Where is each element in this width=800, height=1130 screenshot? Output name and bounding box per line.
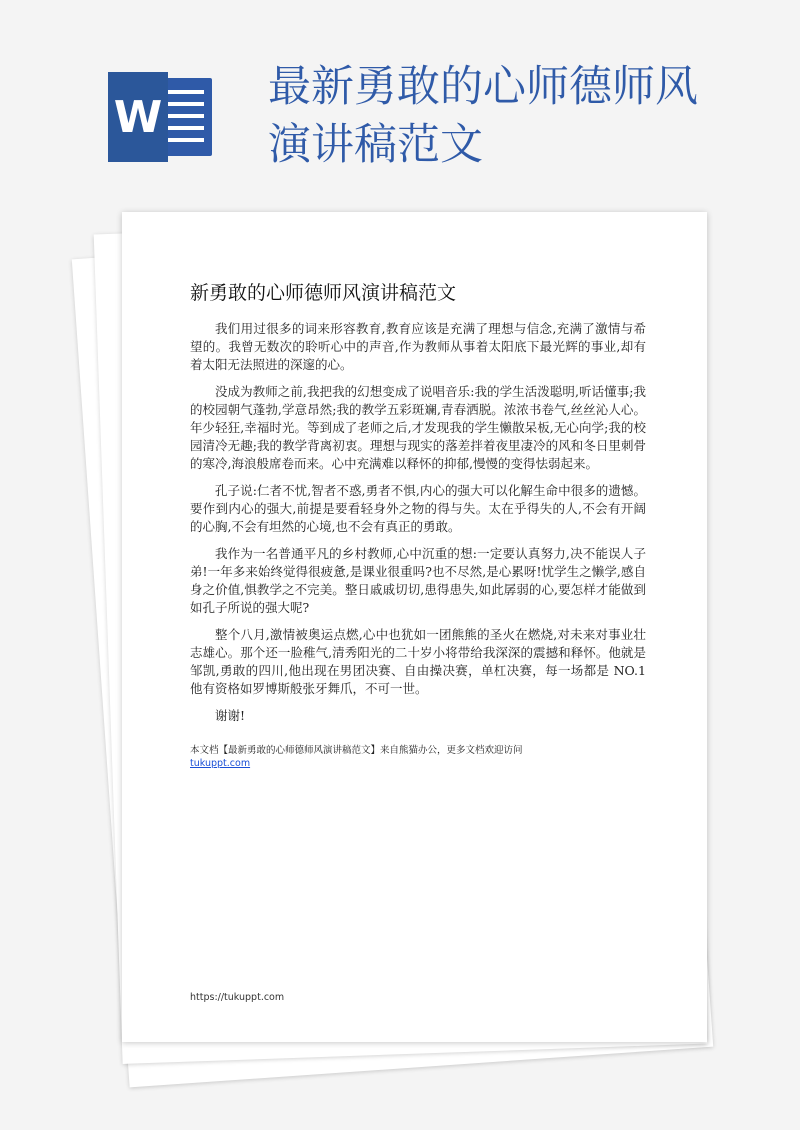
word-icon-badge: W bbox=[108, 72, 168, 162]
paragraph-3: 孔子说:仁者不忧,智者不惑,勇者不惧,内心的强大可以化解生命中很多的遗憾。要作到内心的强大,前提是要看轻身外之物的得与失。太在乎得失的人,不会有开阔的心胸,不会有坦然的心境,也不会有真正的勇敢。 bbox=[190, 483, 646, 534]
paragraph-1: 我们用过很多的词来形容教育,教育应该是充满了理想与信念,充满了激情与希望的。我曾无数次的聆听心中的声音,作为教师从事着太阳底下最光辉的事业,却有着太阳无法照进的深邃的心。 bbox=[190, 321, 646, 372]
document-title: 新勇敢的心师德师风演讲稿范文 bbox=[190, 282, 457, 304]
source-link[interactable]: tukuppt.com bbox=[190, 758, 251, 769]
cover-title-line-1: 最新勇敢的心师德师风 bbox=[268, 62, 698, 112]
source-note bbox=[190, 744, 650, 770]
document-page bbox=[122, 212, 707, 1042]
paragraph-closing: 谢谢! bbox=[215, 708, 246, 723]
document-body bbox=[190, 320, 646, 734]
word-icon bbox=[108, 72, 218, 162]
paragraph-4: 我作为一名普通平凡的乡村教师,心中沉重的想:一定要认真努力,决不能误人子弟!一年多来始终觉得很疲惫,是课业很重吗?也不尽然,是心累呀!忧学生之懒学,感自身之价值,惧教学之不完美。整日戚戚切切,患得患失,如此孱弱的心,要怎样才能做到如孔子所说的强大呢? bbox=[190, 546, 646, 615]
cover-title bbox=[268, 58, 768, 174]
cover-title-line-2: 演讲稿范文 bbox=[268, 120, 483, 170]
page-url: https://tukuppt.com bbox=[190, 992, 285, 1003]
paragraph-5: 整个八月,激情被奥运点燃,心中也犹如一团熊熊的圣火在燃烧,对未来对事业壮志雄心。那个还一脸稚气,清秀阳光的二十岁小将带给我深深的震撼和释怀。他就是邹凯,勇敢的四川,他出现在男团决赛、自由操决赛，单杠决赛，每一场都是 NO.1 他有资格如罗博斯般张牙舞爪，不可一世。 bbox=[190, 627, 646, 696]
paragraph-2: 没成为教师之前,我把我的幻想变成了说唱音乐:我的学生活泼聪明,听话懂事;我的校园朝气蓬勃,学意昂然;我的教学五彩斑斓,青春洒脱。浓浓书卷气,丝丝沁人心。年少轻狂,幸福时光。等到成了老师之后,才发现我的学生懒散呆板,无心向学;我的校园清冷无趣;我的教学背离初衷。理想与现实的落差拌着夜里凄冷的风和冬日里刺骨的寒冷,海浪般席卷而来。心中充满难以释怀的抑郁,慢慢的变得怯弱起来。 bbox=[190, 384, 646, 471]
source-note-text: 本文档【最新勇敢的心师德师风演讲稿范文】来自熊猫办公，更多文档欢迎访问 bbox=[190, 745, 523, 756]
